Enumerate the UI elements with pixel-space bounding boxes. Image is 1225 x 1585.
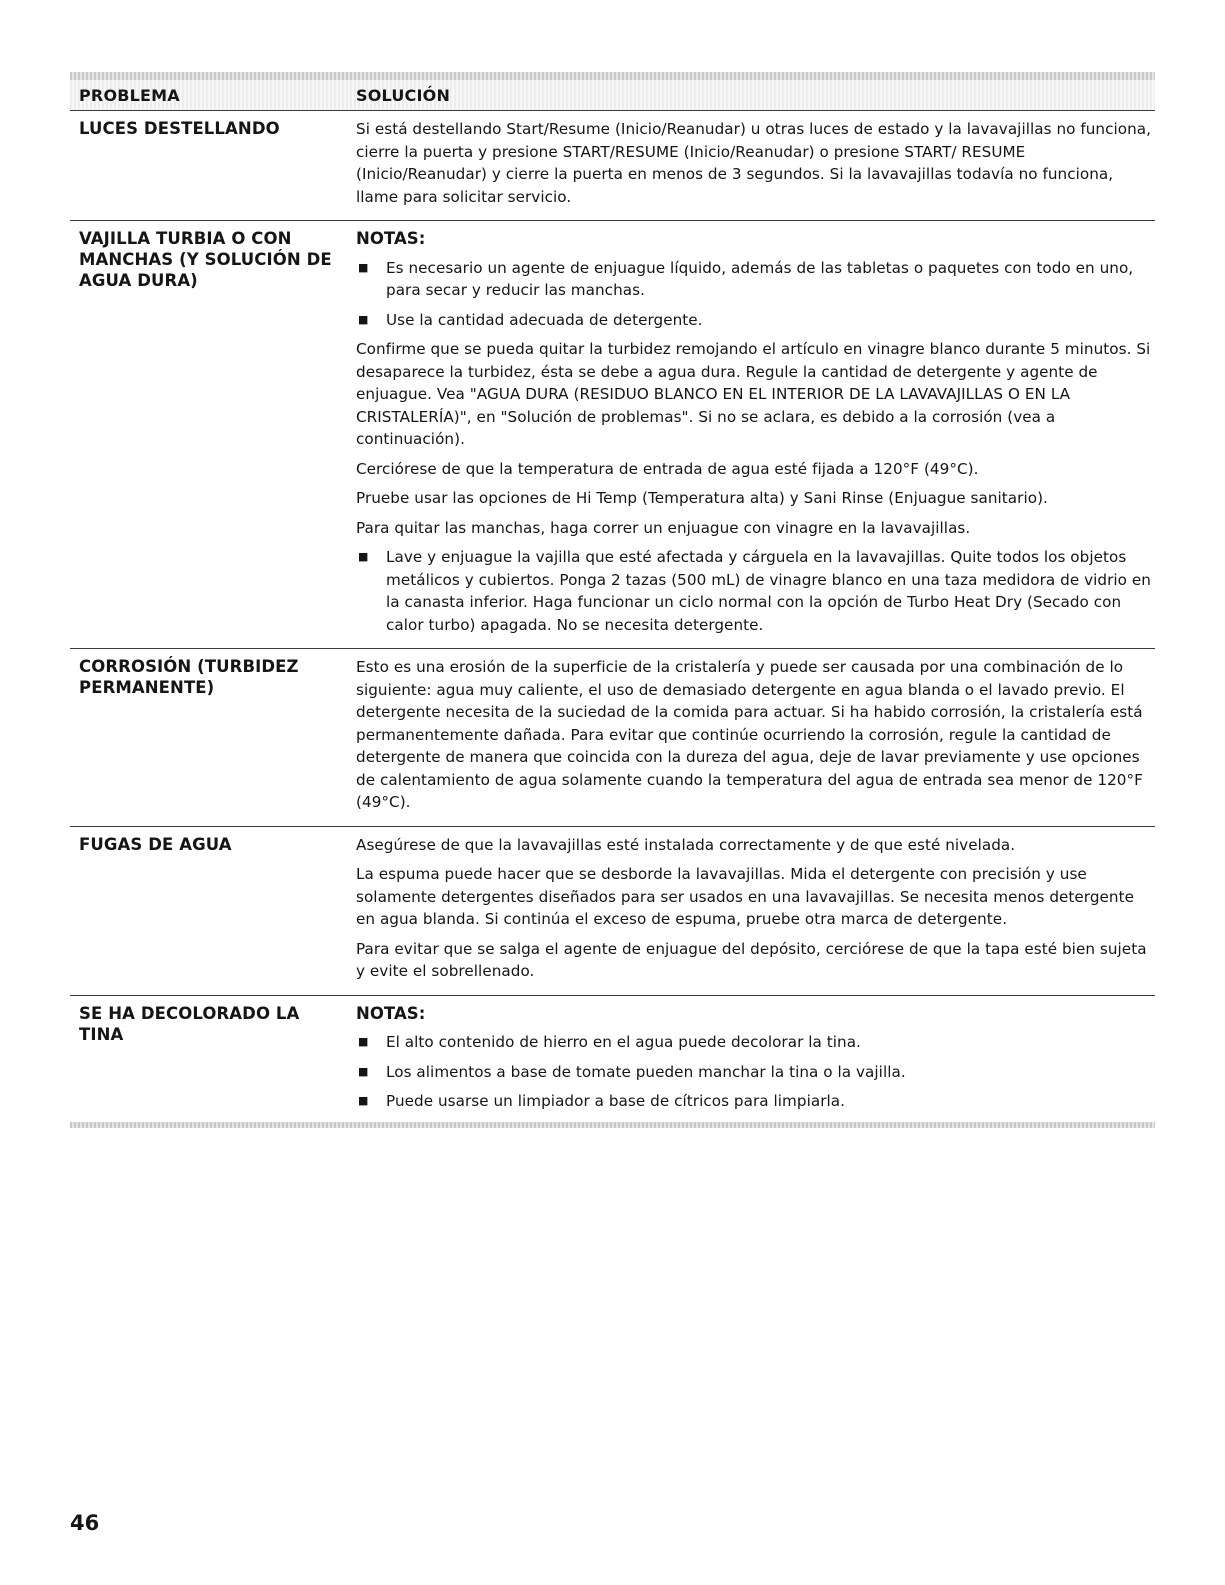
solution-cell [356,118,1155,215]
list-item [356,309,1155,332]
list-item [356,1090,1155,1113]
problem-cell: SE HA DECOLORADO LA TINA [79,1003,300,1044]
bullet-text: El alto contenido de hierro en el agua puede decolorar la tina. [386,1033,861,1051]
solution-paragraph: Asegúrese de que la lavavajillas esté instalada correctamente y de que esté nivelada. [356,835,1016,854]
bullet-square-icon: ■ [358,312,369,326]
solution-paragraph: Pruebe usar las opciones de Hi Temp (Temperatura alta) y Sani Rinse (Enjuague sanitario). [356,489,1048,507]
bullet-text: Use la cantidad adecuada de detergente. [386,310,703,329]
bullet-square-icon: ■ [358,1064,369,1078]
notes-label: NOTAS: [356,229,426,248]
table-header [70,80,1155,111]
problem-cell: CORROSIÓN (TURBIDEZ PERMANENTE) [79,657,299,697]
table-row [70,649,1155,827]
solution-cell [356,656,1155,821]
solution-paragraph: Cerciórese de que la temperatura de entrada de agua esté fijada a 120°F (49°C). [356,459,979,478]
table-row [70,111,1155,221]
bullet-text: Lave y enjuague la vajilla que esté afectada y cárguela en la lavavajillas. Quite todos los objetos metálicos y cubiertos. Ponga 2 tazas (500 mL) de vinagre blanco en una taza medidora de vidrio en la canasta inferior. Haga funcionar un ciclo normal con la opción de Turbo Heat Dry (Secado con calor turbo) apagada. No se necesita detergente. [386,548,1151,634]
bullet-square-icon: ■ [358,260,369,274]
table-row [70,827,1155,996]
troubleshooting-table [70,72,1155,1128]
bullet-text: Puede usarse un limpiador a base de cítricos para limpiarla. [386,1092,846,1110]
problem-cell: VAJILLA TURBIA O CON MANCHAS (Y SOLUCIÓN DE AGUA DURA) [79,229,332,290]
table-row [70,221,1155,649]
header-problem: PROBLEMA [79,85,180,105]
list-item [356,257,1155,302]
list-item [356,546,1155,636]
list-item [356,1061,1155,1084]
solution-paragraph: Para quitar las manchas, haga correr un enjuague con vinagre en la lavavajillas. [356,518,971,537]
header-solution: SOLUCIÓN [356,85,451,105]
bullet-square-icon: ■ [358,1035,369,1048]
solution-paragraph: Esto es una erosión de la superficie de la cristalería y puede ser causada por una combinación de lo siguiente: agua muy caliente, el uso de demasiado detergente en agua blanda o el lavado previo. El detergente necesita de la suciedad de la comida para actuar. Si ha habido corrosión, la cristalería está permanentemente dañada. Para evitar que continúe ocurriendo la corrosión, regule la cantidad de detergente de manera que coincida con la dureza del agua, deje de lavar previamente y use opciones de calentamiento de agua solamente cuando la temperatura del agua de entrada sea menor de 120°F (49°C). [356,658,1143,811]
page-number: 46 [70,1511,100,1535]
solution-paragraph: Para evitar que se salga el agente de enjuague del depósito, cerciórese de que la tapa esté bien sujeta y evite el sobrellenado. [356,939,1147,980]
solution-cell [356,228,1155,643]
table-row [70,996,1155,1122]
table-bottom-rule [70,1122,1155,1128]
solution-paragraph: Si está destellando Start/Resume (Inicio/Reanudar) u otras luces de estado y la lavavajillas no funciona, cierre la puerta y presione START/RESUME (Inicio/Reanudar) o presione START/ RESUME (Inicio/Reanudar) y cierre la puerta en menos de 3 segundos. Si la lavavajillas todavía no funciona, llame para solicitar servicio. [356,120,1152,206]
bullet-text: Los alimentos a base de tomate pueden manchar la tina o la vajilla. [386,1062,906,1081]
list-item [356,1031,1155,1054]
problem-cell: LUCES DESTELLANDO [79,119,280,138]
notes-label: NOTAS: [356,1003,426,1023]
bullet-square-icon: ■ [358,1094,369,1107]
solution-paragraph: Confirme que se pueda quitar la turbidez remojando el artículo en vinagre blanco durante 5 minutos. Si desaparece la turbidez, ésta se debe a agua dura. Regule la cantidad de detergente y agente de enjuague. Vea "AGUA DURA (RESIDUO BLANCO EN EL INTERIOR DE LA LAVAVAJILLAS O EN LA CRISTALERÍA)", en "Solución de problemas". Si no se aclara, es debido a la corrosión (vea a continuación). [356,340,1151,448]
bullet-square-icon: ■ [358,550,369,563]
bullet-text: Es necesario un agente de enjuague líquido, además de las tabletas o paquetes con todo en uno, para secar y reducir las manchas. [386,258,1134,299]
solution-paragraph: La espuma puede hacer que se desborde la lavavajillas. Mida el detergente con precisión y use solamente detergentes diseñados para ser usados en una lavavajillas. Se necesita menos detergente en agua blanda. Si continúa el exceso de espuma, pruebe otra marca de detergente. [356,865,1134,928]
solution-cell [356,834,1155,990]
table-top-rule [70,72,1155,80]
problem-cell: FUGAS DE AGUA [79,834,232,854]
solution-cell [356,1003,1155,1120]
